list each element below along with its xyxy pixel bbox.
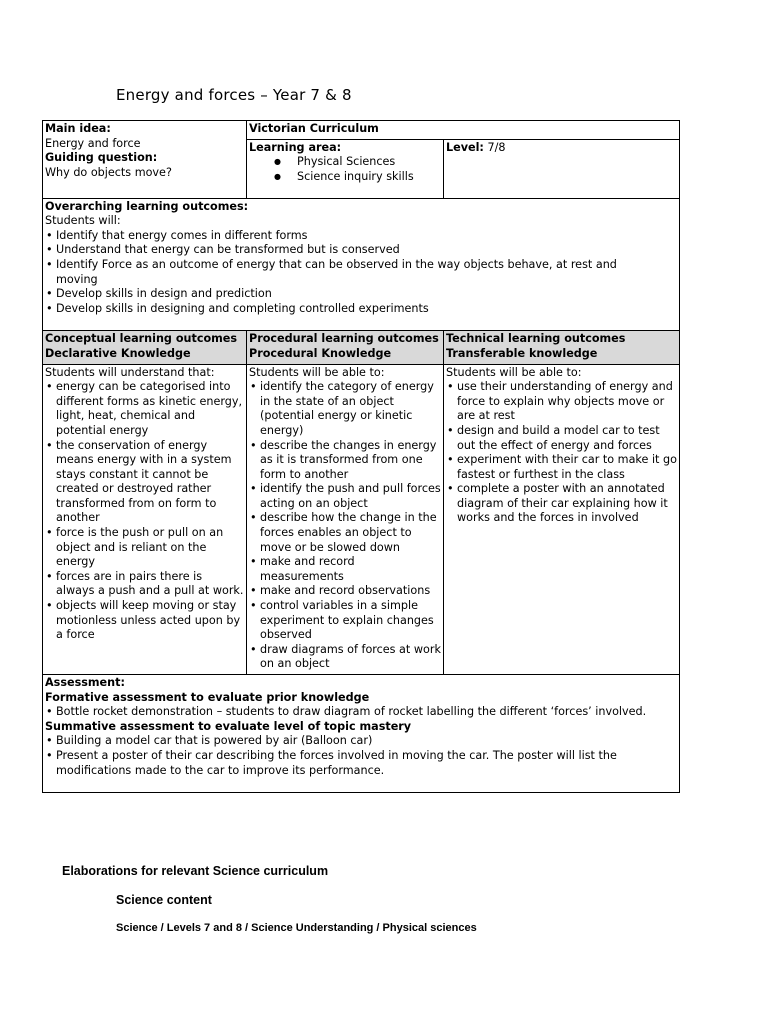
- document-title: Energy and forces – Year 7 & 8: [116, 86, 352, 104]
- conceptual-subheading: Declarative Knowledge: [45, 346, 191, 360]
- list-item: • design and build a model car to test out the effect of energy and forces: [446, 424, 677, 453]
- list-item: • identify the category of energy in the state of an object (potential energy or kinetic energy): [249, 380, 441, 438]
- list-item: • force is the push or pull on an object and is reliant on the energy: [45, 526, 244, 570]
- assessment-heading: Assessment:: [45, 676, 125, 689]
- assessment-row: [43, 675, 680, 793]
- list-item: • Present a poster of their car describing the forces involved in moving the car. The poster will list the modifications made to the car to improve its performance.: [45, 749, 677, 778]
- procedural-heading: Procedural learning outcomes: [249, 332, 439, 346]
- guiding-question-value: Why do objects move?: [45, 165, 172, 179]
- outcome-body-row: [43, 364, 680, 674]
- technical-heading: Technical learning outcomes: [446, 332, 626, 346]
- science-content-heading: Science content: [116, 893, 212, 907]
- unit-plan-table: [42, 120, 680, 793]
- procedural-intro: Students will be able to:: [249, 365, 385, 379]
- conceptual-list: [45, 380, 244, 643]
- level-label: Level:: [446, 140, 484, 154]
- outcome-headings-row: [43, 331, 680, 364]
- level-cell: [444, 139, 680, 198]
- summative-list: [45, 734, 677, 778]
- technical-subheading: Transferable knowledge: [446, 346, 598, 360]
- procedural-heading-cell: [247, 331, 444, 364]
- curriculum-breadcrumb: Science / Levels 7 and 8 / Science Understanding / Physical sciences: [116, 922, 477, 934]
- technical-intro: Students will be able to:: [446, 365, 582, 379]
- list-item: • the conservation of energy means energy with in a system stays constant it cannot be created or destroyed rather transformed from on form to another: [45, 439, 244, 527]
- list-item: • control variables in a simple experiment to explain changes observed: [249, 599, 441, 643]
- list-item: • Develop skills in designing and completing controlled experiments: [45, 302, 677, 317]
- technical-list: [446, 380, 677, 526]
- curriculum-cell: Victorian Curriculum: [247, 121, 680, 140]
- conceptual-body-cell: [43, 364, 247, 674]
- guiding-question-label: Guiding question:: [45, 151, 158, 165]
- list-item: • make and record observations: [249, 584, 441, 599]
- summative-heading: Summative assessment to evaluate level of topic mastery: [45, 719, 412, 733]
- overarching-list: [45, 229, 677, 317]
- list-item: • Understand that energy can be transformed but is conserved: [45, 243, 677, 258]
- list-item: • Identify that energy comes in different forms: [45, 229, 677, 244]
- elaborations-heading: Elaborations for relevant Science curriculum: [62, 864, 329, 878]
- main-idea-label: Main idea:: [45, 122, 111, 135]
- procedural-body-cell: [247, 364, 444, 674]
- learning-area-cell: [247, 139, 444, 198]
- learning-area-list: [249, 155, 441, 184]
- list-item: • forces are in pairs there is always a push and a pull at work.: [45, 570, 244, 599]
- list-item: • energy can be categorised into different forms as kinetic energy, light, heat, chemical and potential energy: [45, 380, 244, 438]
- procedural-list: [249, 380, 441, 672]
- list-item: • complete a poster with an annotated diagram of their car explaining how it works and the forces in involved: [446, 482, 677, 526]
- assessment-cell: [43, 675, 680, 793]
- conceptual-intro: Students will understand that:: [45, 365, 215, 379]
- list-item: • identify the push and pull forces acting on an object: [249, 482, 441, 511]
- list-item: ● Science inquiry skills: [249, 170, 441, 185]
- overarching-intro: Students will:: [45, 214, 121, 228]
- overarching-cell: [43, 198, 680, 331]
- main-idea-cell: [43, 121, 247, 199]
- conceptual-heading-cell: [43, 331, 247, 364]
- header-row: [43, 121, 680, 140]
- list-item: • objects will keep moving or stay motionless unless acted upon by a force: [45, 599, 244, 643]
- conceptual-heading: Conceptual learning outcomes: [45, 332, 238, 346]
- formative-heading: Formative assessment to evaluate prior knowledge: [45, 690, 370, 704]
- list-item: • Develop skills in design and prediction: [45, 287, 677, 302]
- list-item: • Building a model car that is powered by air (Balloon car): [45, 734, 677, 749]
- overarching-row: [43, 198, 680, 331]
- level-value: 7/8: [487, 140, 506, 154]
- procedural-subheading: Procedural Knowledge: [249, 346, 392, 360]
- list-item: ● Physical Sciences: [249, 155, 441, 170]
- list-item: • make and record measurements: [249, 555, 441, 584]
- list-item: • describe how the change in the forces enables an object to move or be slowed down: [249, 511, 441, 555]
- list-item: • describe the changes in energy as it is transformed from one form to another: [249, 439, 441, 483]
- list-item: • experiment with their car to make it go fastest or furthest in the class: [446, 453, 677, 482]
- technical-body-cell: [444, 364, 680, 674]
- main-idea-value: Energy and force: [45, 136, 141, 150]
- list-item: • draw diagrams of forces at work on an object: [249, 643, 441, 672]
- list-item: • Identify Force as an outcome of energy that can be observed in the way objects behave, at rest and moving: [45, 258, 677, 287]
- learning-area-label: Learning area:: [249, 140, 342, 154]
- formative-list: [45, 705, 677, 720]
- list-item: • use their understanding of energy and force to explain why objects move or are at rest: [446, 380, 677, 424]
- overarching-heading: Overarching learning outcomes:: [45, 199, 249, 213]
- technical-heading-cell: [444, 331, 680, 364]
- list-item: • Bottle rocket demonstration – students to draw diagram of rocket labelling the different ‘forces’ involved.: [45, 705, 677, 720]
